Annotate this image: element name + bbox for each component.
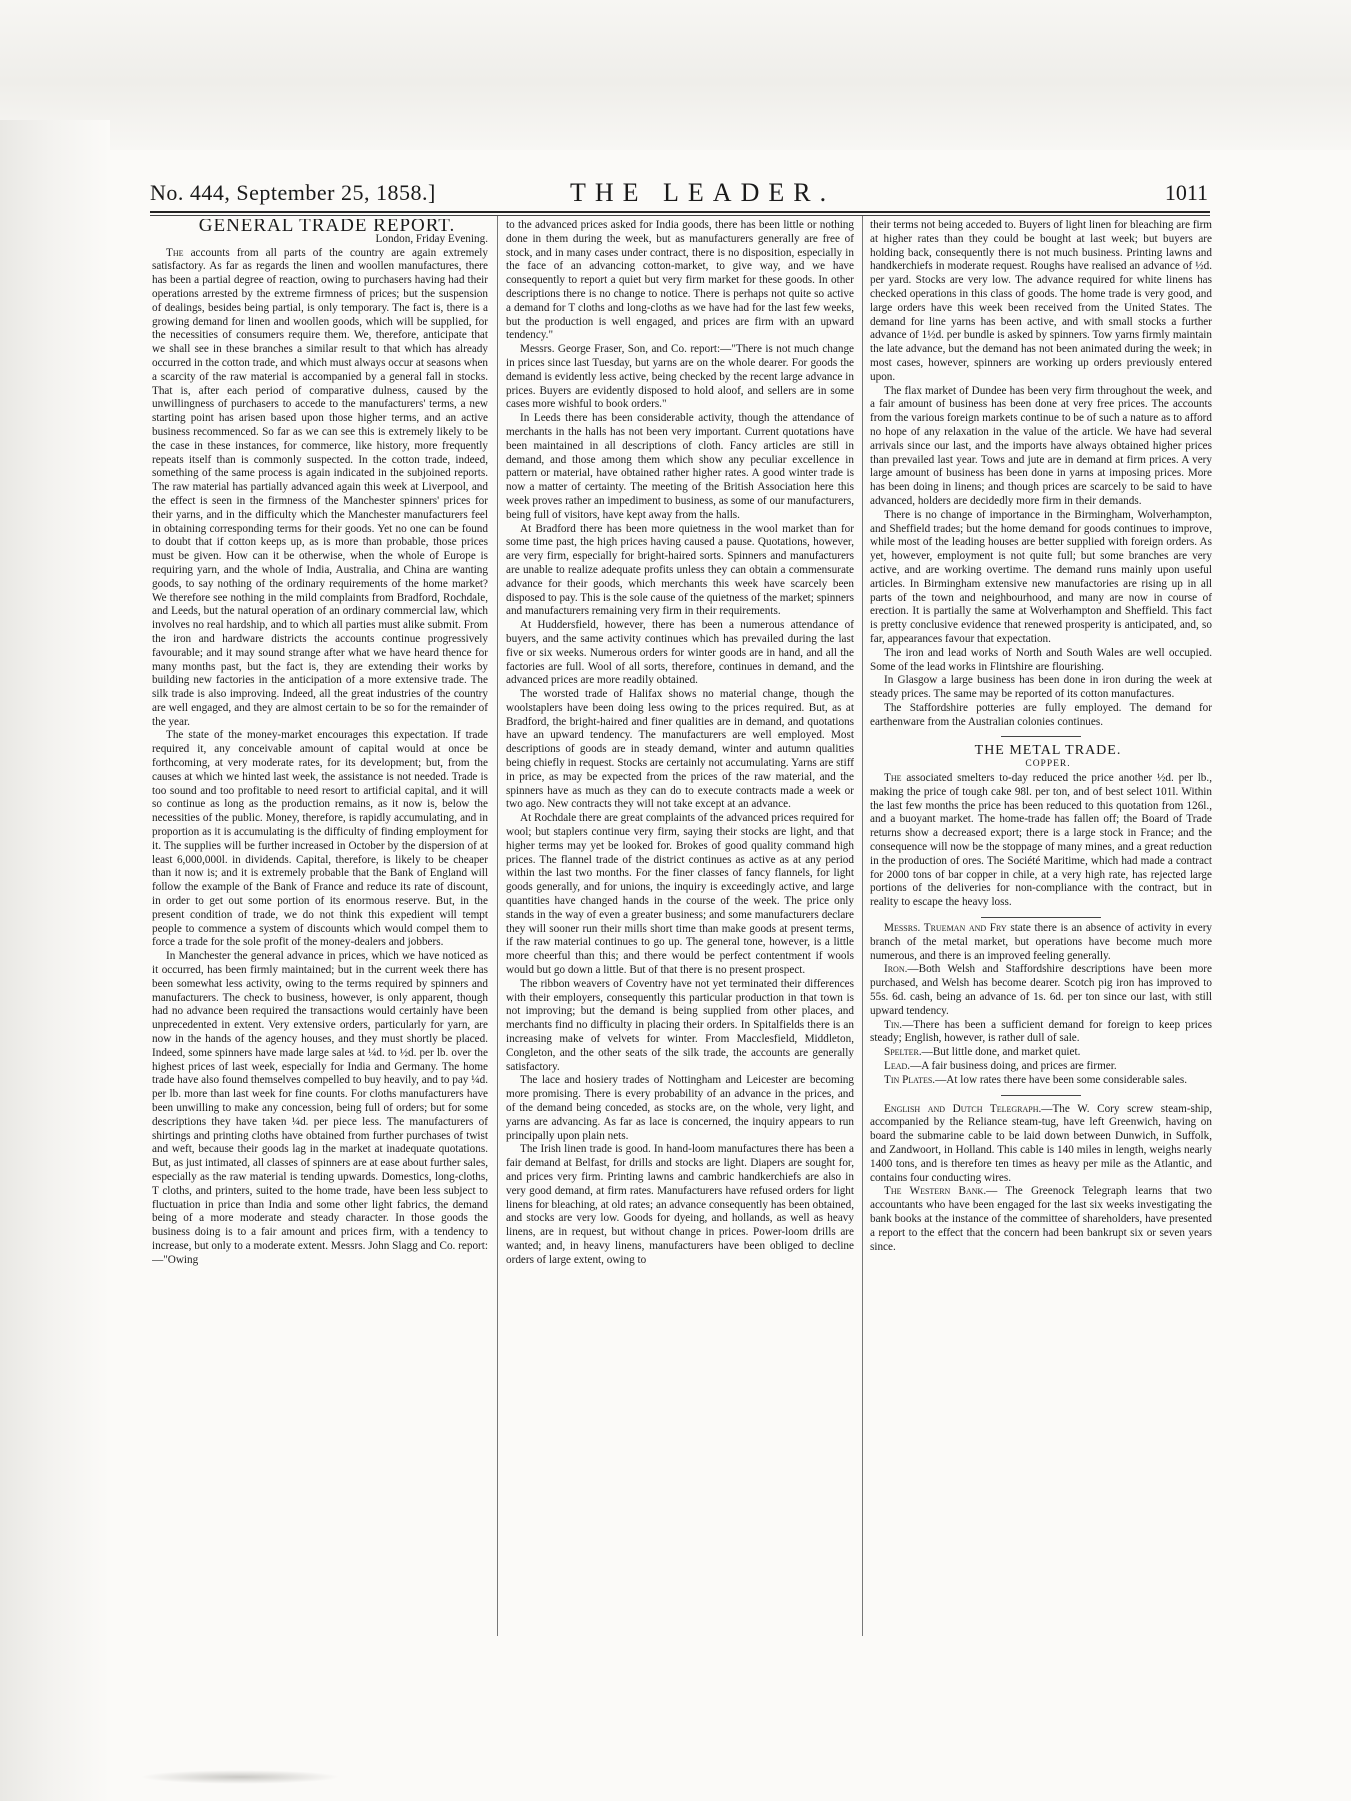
paragraph: to the advanced prices asked for India goods, there has been little or nothing done in them during the week, but as manufacturers generally are free of stock, and in many cases under contract, there is no disposition, especially in the face of an advancing cotton-market, to give way, and we have consequently to report a quiet but very firm market for these goods. In other descriptions there is no change to notice. There is perhaps not quite so active a demand for T cloths and long-cloths as we have had for the last few weeks, but the production is well engaged, and prices are firm with an upward tendency." [506, 219, 854, 342]
paragraph: In Manchester the general advance in prices, which we have noticed as it occurred, has been firmly maintained; but in the current week there has been somewhat less activity, owing to the terms required by spinners and manufacturers. The check to business, however, is only apparent, though had no advance been required the transactions would certainly have been unprecedented in extent. Very extensive orders, particularly for yarn, are now in the hands of the agency houses, and they must shortly be placed. Indeed, some spinners have made large sales at ¼d. to ½d. per lb. over the highest prices of last week, especially for India and Germany. The home trade have also found themselves compelled to buy heavily, and to pay ¼d. per lb. more than last week for fine counts. For cloths manufacturers have been unwilling to make any concession, being full of orders; but for some descriptions they have taken ¼d. per piece less. The manufacturers of shirtings and printing cloths have obtained from further purchases of twist and weft, because their goods lag in the market at inadequate quotations. But, as just intimated, all classes of spinners are at ease about further sales, especially as the raw material is tending upwards. Domestics, long-cloths, T cloths, and printers, suited to the home trade, have been less subject to fluctuation in price than India and some other light fabrics, the demand being of a more moderate and steady character. In those goods the business doing is to a fair amount and prices firm, with a tendency to increase, but only to a moderate extent. Messrs. John Slagg and Co. report:—"Owing [152, 950, 488, 1266]
paragraph: Messrs. George Fraser, Son, and Co. report:—"There is not much change in prices since last Tuesday, but yarns are on the whole dearer. For goods the demand is evidently less active, being checked by the recent large advance in prices. Buyers are evidently disposed to hold aloof, and sellers are in some cases more wishful to book orders." [506, 343, 854, 411]
section-title: THE METAL TRADE. [974, 743, 1122, 759]
paragraph: The accounts from all parts of the country are again extremely satisfactory. As far as regards the linen and woollen manufactures, there has been a partial degree of reaction, owing to purchasers having had their operations arrested by the extreme firmness of prices; but the suspension of dealings, besides being partial, is only temporary. The fact is, there is a growing demand for linen and woollen goods, which will be supplied, for the necessities of consumers require them. We, therefore, anticipate that we shall see in these branches a similar result to that which has already occurred in the cotton trade, and which must always occur at seasons when a scarcity of the raw material is accompanied by a general fall in stocks. That is, after each period of comparative dulness, caused by the unwillingness of purchasers to accede to the manufacturers' terms, a new starting point has arisen based upon those higher terms, and an active business recommenced. So far as we can see this is extremely likely to be the case in these instances, for commerce, like history, more frequently repeats itself than is commonly suspected. In the cotton trade, indeed, something of the same process is again indicated in the subjoined reports. The raw material has partially advanced again this week at Liverpool, and the effect is seen in the firmness of the Manchester spinners' prices for their yarns, and in the difficulty which the Manchester manufacturers feel in obtaining corresponding terms for their goods. Yet no one can be found to doubt that if cotton keeps up, as is more than probable, those prices must be given. How can it be otherwise, when the whole of Europe is requiring yarn, and the whole of India, Australia, and China are wanting goods, to say nothing of the ordinary requirements of the home market? We therefore see nothing in the mild complaints from Bradford, Rochdale, and Leeds, but the natural operation of an ordinary commercial law, which involves no real hardship, and to which all parties must alike submit. From the iron and hardware districts the accounts continue progressively favourable; and it may sound strange after what we have heard thence for many months past, but the fact is, they are extending their works by building new factories in the anticipation of a more extensive trade. The silk trade is also improving. Indeed, all the great industries of the country are well engaged, and they are almost certain to be so for the remainder of the year. [152, 246, 488, 728]
paragraph: In Glasgow a large business has been done in iron during the week at steady prices. The same may be reported of its cotton manufactures. [870, 674, 1212, 701]
dateline: London, Friday Evening. [375, 232, 488, 245]
page-number: 1011 [1164, 180, 1208, 205]
paragraph: There is no change of importance in the Birmingham, Wolverhampton, and Sheffield trades; but the home demand for goods continues to improve, while most of the leading houses are better supplied with foreign orders. As yet, however, employment is not quite full; but some branches are very active, and are working overtime. The demand runs mainly upon useful articles. In Birmingham extensive new manufactories are rising up in all parts of the town and neighbourhood, and many are now in course of erection. It is partially the same at Wolverhampton and Sheffield. This fact is pretty conclusive evidence that renewed prosperity is anticipated, and, so far, appearances favour that expectation. [870, 508, 1212, 645]
lead-phrase: Spelter. [884, 1046, 922, 1059]
paragraph: The ribbon weavers of Coventry have not yet terminated their differences with their employers, consequently this particular production in that town is not improving; but the demand is being supplied from other places, and merchants find no difficulty in placing their orders. In Spitalfields there is an increasing make of velvets for winter. From Macclesfield, Middleton, Congleton, and the other seats of the silk trade, the accounts are generally satisfactory. [506, 977, 854, 1073]
column-2 [506, 219, 854, 1639]
lead-phrase: Iron. [884, 963, 908, 976]
column-divider [862, 216, 863, 1636]
lead-phrase: Lead. [884, 1060, 911, 1073]
section-separator [1001, 736, 1081, 737]
lead-phrase: Messrs. Trueman and Fry [884, 922, 1007, 935]
header-rule [150, 211, 1210, 213]
paragraph: The lace and hosiery trades of Nottingham and Leicester are becoming more promising. There is every probability of an advance in the prices, and of the demand being conceded, as stocks are, on the whole, very light, and yarns are advancing. As far as lace is concerned, the inquiry appears to run principally upon plain nets. [506, 1074, 854, 1142]
paragraph: Messrs. Trueman and Fry state there is an absence of activity in every branch of the metal market, but operations have become much more numerous, and there is an improved feeling generally. [870, 922, 1212, 962]
paragraph: The iron and lead works of North and South Wales are well occupied. Some of the lead works in Flintshire are flourishing. [870, 646, 1212, 673]
scan-left-edge [0, 120, 110, 1801]
paragraph: At Huddersfield, however, there has been a numerous attendance of buyers, and the same activity continues which has prevailed during the last five or six weeks. Numerous orders for winter goods are in hand, and all the factories are full. Wool of all sorts, therefore, continues in demand, and the advanced prices are more readily obtained. [506, 619, 854, 687]
paragraph: The Irish linen trade is good. In hand-loom manufactures there has been a fair demand at Belfast, for drills and stocks are light. Diapers are sought for, and prices very firm. Printing lawns and cambric handkerchiefs are also in very good demand, at firm rates. Manufacturers have refused orders for light linens for bleaching, at old rates; an advance consequently has been obtained, and stocks are very low. Goods for dyeing, and hollands, as well as heavy linens, are in request, but without change in prices. Power-loom drills are wanted; and, in heavy linens, manufacturers have been obliged to decline orders of large extent, owing to [506, 1143, 854, 1266]
paragraph: The state of the money-market encourages this expectation. If trade required it, any conceivable amount of capital would at once be forthcoming, at very moderate rates, for its development; but, from the causes at which we hinted last week, the assistance is not needed. Trade is too sound and too profitable to need resort to artificial capital, and it will so continue as long as the production remains, as it now is, below the necessities of the public. Money, therefore, is rapidly accumulating, and in proportion as it is accumulating is the difficulty of finding employment for it. The supplies will be further increased in October by the dispersion of at least 6,000,000l. in dividends. Capital, therefore, is likely to be cheaper than it now is; and it is extremely probable that the Bank of England will follow the example of the Bank of France and reduce its rate of discount, in order to get out some portion of its enormous reserve. But, in the present condition of trade, we do not think this expedient will tempt people to commence a system of discounts which would compel them to force a trade for the sole profit of the money-dealers and jobbers. [152, 729, 488, 949]
issue-date: No. 444, September 25, 1858.] [150, 180, 436, 205]
page-header [150, 178, 1208, 210]
paragraph: English and Dutch Telegraph.—The W. Cory screw steam-ship, accompanied by the Reliance steam-tug, have left Greenwich, having on board the submarine cable to be laid down between Dunwich, in Suffolk, and Zandwoort, in Holland. This cable is 140 miles in length, weighs nearly 1400 tons, and is therefore ten times as heavy per mile as the Atlantic, and contains four conducting wires. [870, 1102, 1212, 1184]
paragraph: The associated smelters to-day reduced the price another ½d. per lb., making the price of tough cake 98l. per ton, and of best select 101l. Within the last few months the price has been reduced to this quotation from 126l., and a buoyant market. The home-trade has fallen off; the Board of Trade returns show a decreased export; there is a large stock in France; and the consequence will now be the stoppage of many mines, and a great reduction in the production of ores. The Société Maritime, which had made a contract for 2000 tons of bar copper in chile, at a very high rate, has rejected large portions of the deliveries for non-compliance with the contract, but in reality to escape the heavy loss. [870, 772, 1212, 909]
lead-phrase: Tin. [884, 1018, 903, 1031]
lead-word: The [884, 772, 902, 785]
column-3 [870, 219, 1212, 1639]
header-rule-thin [150, 215, 1210, 216]
scan-top-band [0, 0, 1351, 150]
lead-word: The [166, 246, 184, 259]
paragraph: The Western Bank.— The Greenock Telegraph learns that two accountants who have been engaged for the last six weeks investigating the bank books at the instance of the committee of shareholders, have presented a report to the effect that the concern had been bankrupt six or seven years since. [870, 1185, 1212, 1253]
paragraph: Spelter.—But little done, and market quiet. [884, 1046, 1081, 1059]
column-divider [497, 216, 498, 1636]
article-title: GENERAL TRADE REPORT. [198, 219, 456, 236]
paragraph: The flax market of Dundee has been very firm throughout the week, and a fair amount of business has been done at very free prices. The accounts from the various foreign markets continue to be of such a nature as to afford no hope of any relaxation in the value of the article. We have had several arrivals since our last, and the imports have always obtained higher prices than prevailed last year. Tows and jute are in demand at firm prices. A very large amount of business has been done in yarns at imposing prices. More has been doing in linens; and though prices are scarcely to be said to have advanced, holders are decidedly more firm in their demands. [870, 384, 1212, 507]
lead-phrase: English and Dutch Telegraph. [884, 1102, 1042, 1115]
masthead-title: THE LEADER. [570, 178, 836, 207]
paragraph: Iron.—Both Welsh and Staffordshire descriptions have been more purchased, and Welsh has become dearer. Scotch pig iron has improved to 55s. 6d. cash, being an advance of 1s. 6d. per ton since our last, with still upward tendency. [870, 963, 1212, 1017]
paragraph: Tin.—There has been a sufficient demand for foreign to keep prices steady; English, however, is rather dull of sale. [870, 1018, 1212, 1045]
paragraph: The Staffordshire potteries are fully employed. The demand for earthenware from the Australian colonies continues. [870, 701, 1212, 728]
paragraph: Lead.—A fair business doing, and prices are firmer. [884, 1060, 1117, 1073]
paragraph: Tin Plates.—At low rates there have been some considerable sales. [884, 1073, 1188, 1086]
subsection-title: COPPER. [1025, 759, 1071, 770]
lead-phrase: Tin Plates. [884, 1073, 936, 1086]
paragraph: their terms not being acceded to. Buyers of light linen for bleaching are firm at higher rates than they could be bought at last week; but buyers are holding back, consequently there is not much business. Printing lawns and handkerchiefs in moderate request. Roughs have realised an advance of ½d. per yard. Stocks are very low. The advance required for white linens has checked operations in this class of goods. The home trade is very good, and large orders have this week been received from the United States. The demand for line yarns has been active, and with small stocks a further advance of 1½d. per bundle is asked by spinners. Tow yarns firmly maintain the late advance, but the demand has not been animated during the week; in most cases, however, spinners are working up orders previously entered upon. [870, 219, 1212, 383]
section-separator [981, 917, 1101, 918]
scan-smudge [140, 1770, 340, 1784]
column-1 [152, 219, 488, 1639]
paragraph: In Leeds there has been considerable activity, though the attendance of merchants in the halls has not been very important. Current quotations have been maintained in all descriptions of cloth. Fancy articles are still in demand, and those among them which show any peculiar excellence in pattern or material, have obtained rather higher rates. A good winter trade is now a matter of certainty. The meeting of the British Association here this week proves rather an impediment to business, as some of our manufacturers, being full of visitors, have kept away from the halls. [506, 412, 854, 521]
paragraph: At Bradford there has been more quietness in the wool market than for some time past, the high prices having caused a pause. Quotations, however, are very firm, especially for bright-haired sorts. Spinners and manufacturers are unable to realize adequate profits unless they can obtain a commensurate advance for their goods, which merchants this week have scarcely been disposed to pay. This is the sole cause of the quietness of the market; spinners and manufacturers remaining very firm in their requirements. [506, 522, 854, 618]
lead-phrase: The Western Bank. [884, 1185, 987, 1198]
section-separator [1001, 1095, 1081, 1096]
paragraph: The worsted trade of Halifax shows no material change, though the woolstaplers have been doing less owing to the prices required. But, as at Bradford, the bright-haired and finer qualities are in demand, and quotations have an upward tendency. The manufacturers are well employed. Most descriptions of goods are in steady demand, winter and autumn qualities being chiefly in request. Stocks are certainly not accumulating. Yarns are stiff in price, as may be expected from the prices of the raw material, and the spinners have as much as they can do to execute contracts made a week or two ago. New contracts they will not take except at an advance. [506, 688, 854, 811]
paragraph: At Rochdale there are great complaints of the advanced prices required for wool; but staplers continue very firm, saying their stocks are light, and that higher terms may yet be looked for. Brokes of good quality command high prices. The flannel trade of the district continues as active as at any period within the last two months. For the finer classes of fancy flannels, for light goods generally, and for unions, the inquiry is exceedingly active, and large quantities have changed hands in the course of the week. The price only stands in the way of even a greater business; and some manufacturers declare they will sooner run their mills short time than make goods at present terms, if the raw material continues to go up. The general tone, however, is a little more cheerful than this; and there would be perfect contentment if wools would but go down a little. But of that there is no present prospect. [506, 812, 854, 977]
